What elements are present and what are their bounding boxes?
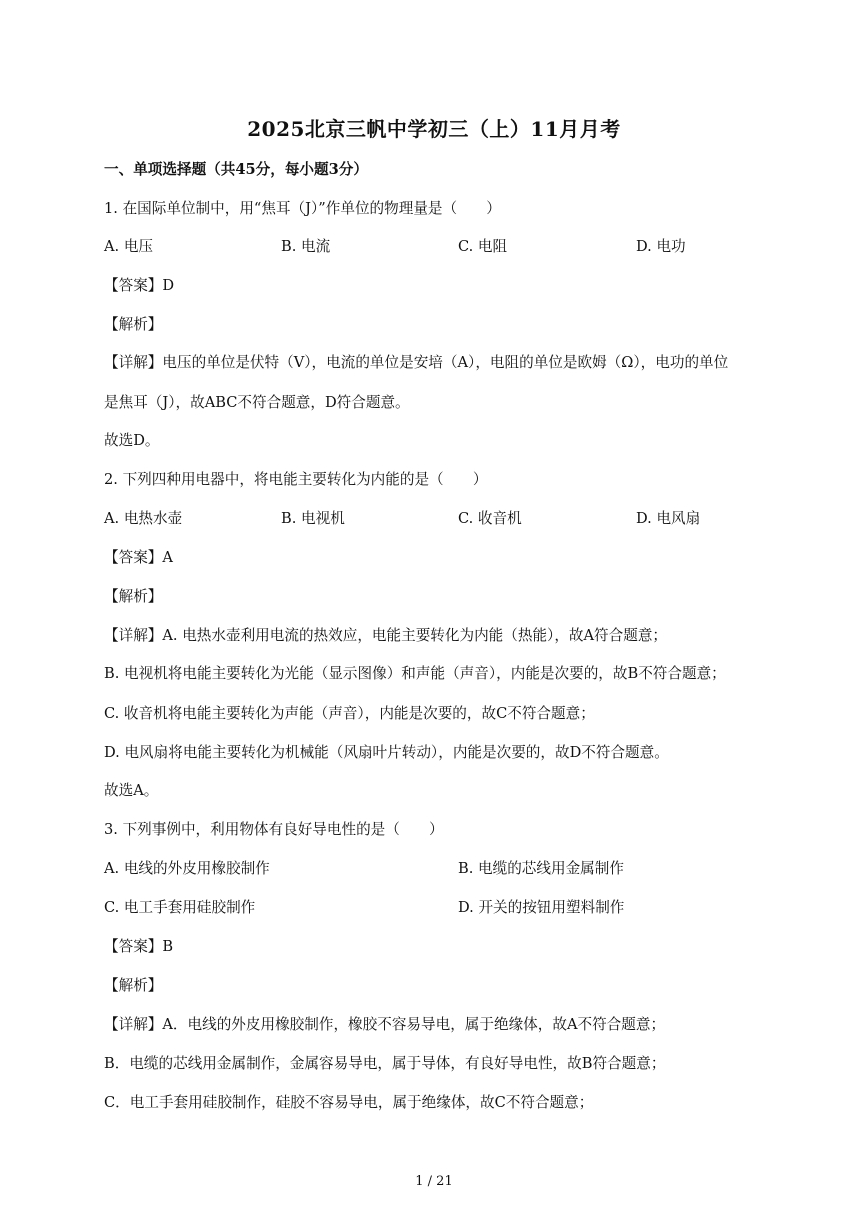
q1-detail-line-1: 【详解】电压的单位是伏特（V），电流的单位是安培（A），电阻的单位是欧姆（Ω），电功的单位	[104, 354, 729, 371]
q1-answer: 【答案】D	[104, 277, 175, 294]
q2-option-d: D. 电风扇	[636, 510, 701, 527]
q2-option-a: A. 电热水壶	[104, 510, 183, 527]
section-heading: 一、单项选择题（共45分，每小题3分）	[104, 161, 368, 178]
q3-detail-line-3: C．电工手套用硅胶制作，硅胶不容易导电，属于绝缘体，故C不符合题意；	[104, 1094, 594, 1111]
q3-option-d: D. 开关的按钮用塑料制作	[458, 899, 625, 916]
q3-option-b: B. 电缆的芯线用金属制作	[458, 860, 624, 877]
q1-option-b: B. 电流	[281, 238, 331, 255]
q1-analysis-label: 【解析】	[104, 316, 163, 333]
q2-detail-line-1: 【详解】A. 电热水壶利用电流的热效应，电能主要转化为内能（热能），故A符合题意；	[104, 627, 668, 644]
q2-analysis-label: 【解析】	[104, 588, 163, 605]
q3-option-c: C. 电工手套用硅胶制作	[104, 899, 256, 916]
q3-analysis-label: 【解析】	[104, 977, 163, 994]
q1-option-d: D. 电功	[636, 238, 686, 255]
page-title: 2025北京三帆中学初三（上）11月月考	[247, 117, 621, 141]
q1-option-a: A. 电压	[104, 238, 154, 255]
question-2-stem: 2. 下列四种用电器中，将电能主要转化为内能的是（ ）	[104, 471, 488, 488]
q2-option-c: C. 收音机	[458, 510, 522, 527]
q3-option-a: A. 电线的外皮用橡胶制作	[104, 860, 270, 877]
q1-detail-line-2: 是焦耳（J），故ABC不符合题意，D符合题意。	[104, 394, 410, 411]
question-3-stem: 3. 下列事例中，利用物体有良好导电性的是（ ）	[104, 821, 444, 838]
q1-conclusion: 故选D。	[104, 432, 160, 449]
q2-conclusion: 故选A。	[104, 782, 159, 799]
q2-detail-line-2: B. 电视机将电能主要转化为光能（显示图像）和声能（声音），内能是次要的，故B不符合题意；	[104, 665, 726, 682]
page-number: 1 / 21	[415, 1174, 453, 1189]
q1-option-c: C. 电阻	[458, 238, 508, 255]
q2-detail-line-4: D. 电风扇将电能主要转化为机械能（风扇叶片转动），内能是次要的，故D不符合题意。	[104, 744, 669, 761]
q2-option-b: B. 电视机	[281, 510, 345, 527]
q3-detail-line-2: B．电缆的芯线用金属制作，金属容易导电，属于导体，有良好导电性，故B符合题意；	[104, 1055, 666, 1072]
q3-detail-line-1: 【详解】A．电线的外皮用橡胶制作，橡胶不容易导电，属于绝缘体，故A不符合题意；	[104, 1016, 666, 1033]
question-1-stem: 1. 在国际单位制中，用“焦耳（J）”作单位的物理量是（ ）	[104, 200, 501, 217]
q2-detail-line-3: C. 收音机将电能主要转化为声能（声音），内能是次要的，故C不符合题意；	[104, 705, 595, 722]
q3-answer: 【答案】B	[104, 938, 174, 955]
q2-answer: 【答案】A	[104, 549, 173, 566]
